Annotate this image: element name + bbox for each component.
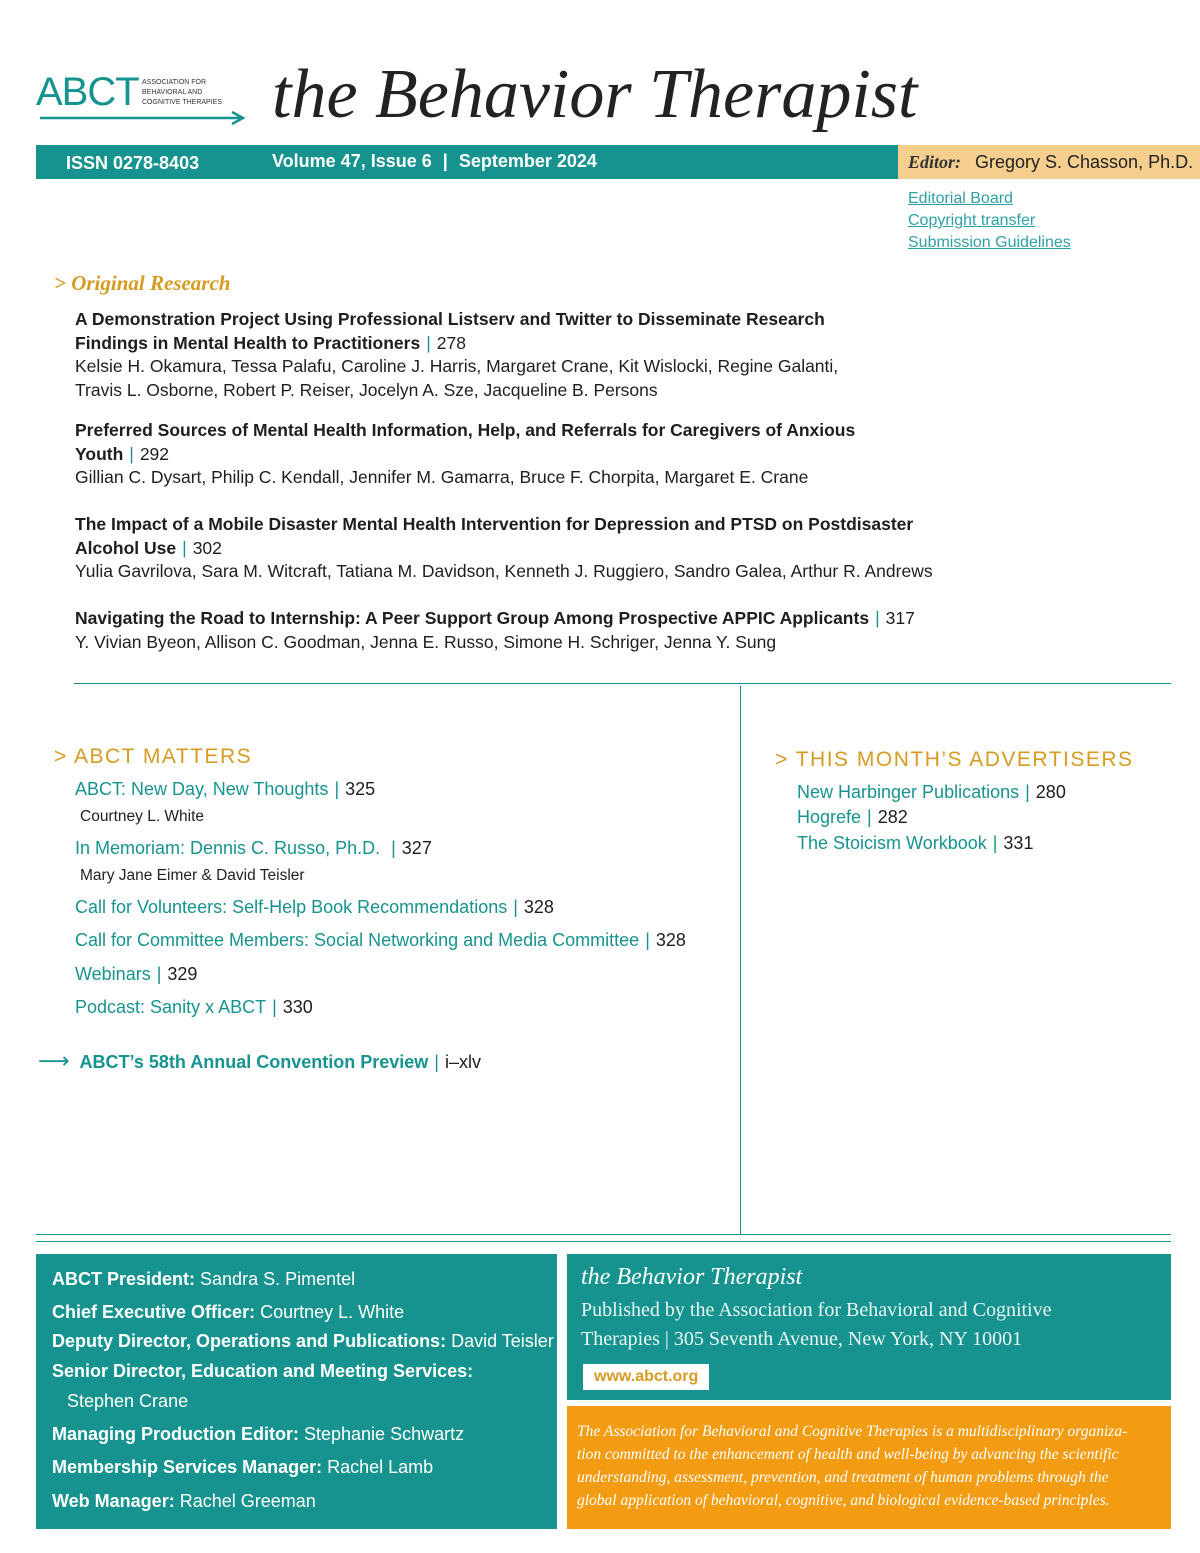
editor-box xyxy=(898,145,1200,179)
publisher-title: the Behavior Therapist xyxy=(581,1264,803,1290)
advertiser-item[interactable]: The Stoicism Workbook | 331 xyxy=(797,833,1034,853)
logo-arrow-icon xyxy=(36,110,251,126)
matters-item-page: 329 xyxy=(167,964,198,984)
matters-item-title: ABCT: New Day, New Thoughts xyxy=(75,779,329,799)
matters-item-page: 328 xyxy=(655,930,686,950)
copyright-transfer-link[interactable]: Copyright transfer xyxy=(908,212,1036,229)
article-title: Preferred Sources of Mental Health Information, Help, and Referrals for Caregivers of Anxious xyxy=(75,420,856,440)
staff-entry: ABCT President: Sandra S. Pimentel xyxy=(52,1269,356,1289)
matters-item-title: Call for Volunteers: Self-Help Book Recommendations xyxy=(75,897,508,917)
column-divider xyxy=(740,686,741,1234)
editor-label: Editor: xyxy=(908,152,962,172)
article-title: Findings in Mental Health to Practitioners xyxy=(75,332,421,353)
matters-item-author: Mary Jane Eimer & David Teisler xyxy=(80,867,305,884)
article-page: 278 xyxy=(436,332,466,353)
advertiser-item[interactable]: New Harbinger Publications | 280 xyxy=(797,782,1066,802)
staff-entry: Chief Executive Officer: Courtney L. White xyxy=(52,1302,405,1322)
advertiser-page: 331 xyxy=(1003,833,1034,853)
staff-entry: Deputy Director, Operations and Publications: David Teisler xyxy=(52,1331,554,1351)
publisher-address: Published by the Association for Behavioral and Cognitive Therapies | 305 Seventh Avenue, New York, NY 10001 xyxy=(581,1299,1052,1350)
advertiser-page: 280 xyxy=(1035,782,1066,802)
article-authors: Kelsie H. Okamura, Tessa Palafu, Caroline J. Harris, Margaret Crane, Kit Wislocki, Regine Galanti, xyxy=(75,356,839,376)
mission-statement: The Association for Behavioral and Cognitive Therapies is a multidisciplinary organiza- tion committed to the enhancement of health and well-being by advancing the scientific understanding, assessment, prevention, and treatment of human problems through the global application of behavioral, cognitive, and biological evidence-based principles. xyxy=(577,1423,1128,1509)
article-authors: Yulia Gavrilova, Sara M. Witcraft, Tatiana M. Davidson, Kenneth J. Ruggiero, Sandro Galea, Arthur R. Andrews xyxy=(75,561,933,581)
arrow-right-icon: ⟶ xyxy=(38,1048,70,1073)
editorial-board-link[interactable]: Editorial Board xyxy=(908,190,1013,207)
staff-name: Stephen Crane xyxy=(67,1391,189,1411)
staff-entry: Senior Director, Education and Meeting Services: xyxy=(52,1361,474,1381)
divider xyxy=(36,1234,1171,1235)
staff-panel xyxy=(36,1254,557,1529)
article-title: Youth xyxy=(75,443,124,464)
article-page: 292 xyxy=(139,443,170,464)
convention-title: ABCT’s 58th Annual Convention Preview xyxy=(79,1052,429,1072)
matters-item[interactable]: Webinars | 329 xyxy=(75,964,198,984)
matters-item-author: Courtney L. White xyxy=(80,808,205,825)
matters-item-page: 325 xyxy=(345,779,376,799)
advertiser-page: 282 xyxy=(877,807,908,827)
matters-item-title: Webinars xyxy=(75,964,151,984)
abct-logo xyxy=(36,70,251,130)
article-authors: Travis L. Osborne, Robert P. Reiser, Jocelyn A. Sze, Jacqueline B. Persons xyxy=(75,379,658,400)
abct-matters-heading: > ABCT MATTERS xyxy=(54,745,253,768)
volume-issue: Volume 47, Issue 6 | September 2024 xyxy=(272,151,597,171)
issn: ISSN 0278-8403 xyxy=(66,153,200,173)
article-title: Alcohol Use xyxy=(75,537,177,558)
mission-panel xyxy=(567,1406,1171,1529)
staff-entry: Membership Services Manager: Rachel Lamb xyxy=(52,1457,434,1477)
convention-preview-link[interactable]: ⟶ ABCT’s 58th Annual Convention Preview | i–xlv xyxy=(38,1048,481,1073)
submission-guidelines-link[interactable]: Submission Guidelines xyxy=(908,234,1071,251)
matters-item-page: 330 xyxy=(282,997,313,1017)
matters-item[interactable]: In Memoriam: Dennis C. Russo, Ph.D. | 327 xyxy=(75,838,432,858)
article-page: 317 xyxy=(885,608,915,628)
logo-fullname: ASSOCIATION FOR BEHAVIORAL AND COGNITIVE THERAPIES xyxy=(142,79,222,106)
matters-item[interactable]: Call for Volunteers: Self-Help Book Recommendations | 328 xyxy=(75,897,554,917)
divider xyxy=(74,683,1171,684)
matters-item-title: In Memoriam: Dennis C. Russo, Ph.D. xyxy=(75,838,386,858)
article[interactable]: Navigating the Road to Internship: A Peer Support Group Among Prospective APPIC Applicants | 317 Y. Vivian Byeon, Allison C. Goodman, Jenna E. Russo, Simone H. Schriger, Jenna Y. Sung xyxy=(75,607,975,654)
original-research-heading: > Original Research xyxy=(54,271,231,295)
article[interactable]: A Demonstration Project Using Professional Listserv and Twitter to Disseminate Research Findings in Mental Health to Practitioners | 278 Kelsie H. Okamura, Tessa Palafu, Caroline J. Harris, Margaret Crane, Kit Wislocki, Regine Galanti, Travis L. Osborne, Robert P. Reiser, Jocelyn A. Sze, Jacqueline B. Persons xyxy=(75,308,975,402)
convention-pages: i–xlv xyxy=(444,1052,481,1072)
publisher-panel xyxy=(567,1254,1171,1400)
matters-item[interactable]: Podcast: Sanity x ABCT | 330 xyxy=(75,997,313,1017)
advertiser-name: The Stoicism Workbook xyxy=(797,833,987,853)
article-authors: Gillian C. Dysart, Philip C. Kendall, Jennifer M. Gamarra, Bruce F. Chorpita, Margaret E. Crane xyxy=(75,467,809,487)
article-title: The Impact of a Mobile Disaster Mental Health Intervention for Depression and PTSD on Postdisaster xyxy=(75,514,914,534)
matters-item[interactable]: Call for Committee Members: Social Networking and Media Committee | 328 xyxy=(75,930,686,950)
article-title: A Demonstration Project Using Professional Listserv and Twitter to Disseminate Research xyxy=(75,309,825,329)
masthead-title: the Behavior Therapist xyxy=(272,56,918,133)
article[interactable]: The Impact of a Mobile Disaster Mental Health Intervention for Depression and PTSD on Postdisaster Alcohol Use | 302 Yulia Gavrilova, Sara M. Witcraft, Tatiana M. Davidson, Kenneth J. Ruggiero, Sandro Galea, Arthur R. Andrews xyxy=(75,513,1015,584)
matters-item-page: 328 xyxy=(523,897,554,917)
editor-name: Gregory S. Chasson, Ph.D. xyxy=(975,152,1194,172)
issue-bar xyxy=(36,145,898,179)
staff-entry: Web Manager: Rachel Greeman xyxy=(52,1491,316,1511)
staff-entry: Managing Production Editor: Stephanie Schwartz xyxy=(52,1424,465,1444)
matters-item-title: Call for Committee Members: Social Networking and Media Committee xyxy=(75,930,640,950)
divider xyxy=(36,1241,1171,1242)
article[interactable]: Preferred Sources of Mental Health Information, Help, and Referrals for Caregivers of Anxious Youth | 292 Gillian C. Dysart, Philip C. Kendall, Jennifer M. Gamarra, Bruce F. Chorpita, Margaret E. Crane xyxy=(75,419,975,490)
article-authors: Y. Vivian Byeon, Allison C. Goodman, Jenna E. Russo, Simone H. Schriger, Jenna Y. Sung xyxy=(75,631,777,652)
advertiser-name: Hogrefe xyxy=(797,807,862,827)
matters-item-page: 327 xyxy=(401,838,432,858)
article-title: Navigating the Road to Internship: A Peer Support Group Among Prospective APPIC Applicants xyxy=(75,608,870,628)
advertisers-heading: > THIS MONTH’S ADVERTISERS xyxy=(775,748,1134,771)
website-link[interactable]: www.abct.org xyxy=(583,1364,709,1390)
logo-abbr: ABCT xyxy=(36,70,139,114)
matters-item[interactable]: ABCT: New Day, New Thoughts | 325 xyxy=(75,779,376,799)
matters-item-title: Podcast: Sanity x ABCT xyxy=(75,997,267,1017)
article-page: 302 xyxy=(192,537,222,558)
advertiser-name: New Harbinger Publications xyxy=(797,782,1020,802)
advertiser-item[interactable]: Hogrefe | 282 xyxy=(797,807,908,827)
